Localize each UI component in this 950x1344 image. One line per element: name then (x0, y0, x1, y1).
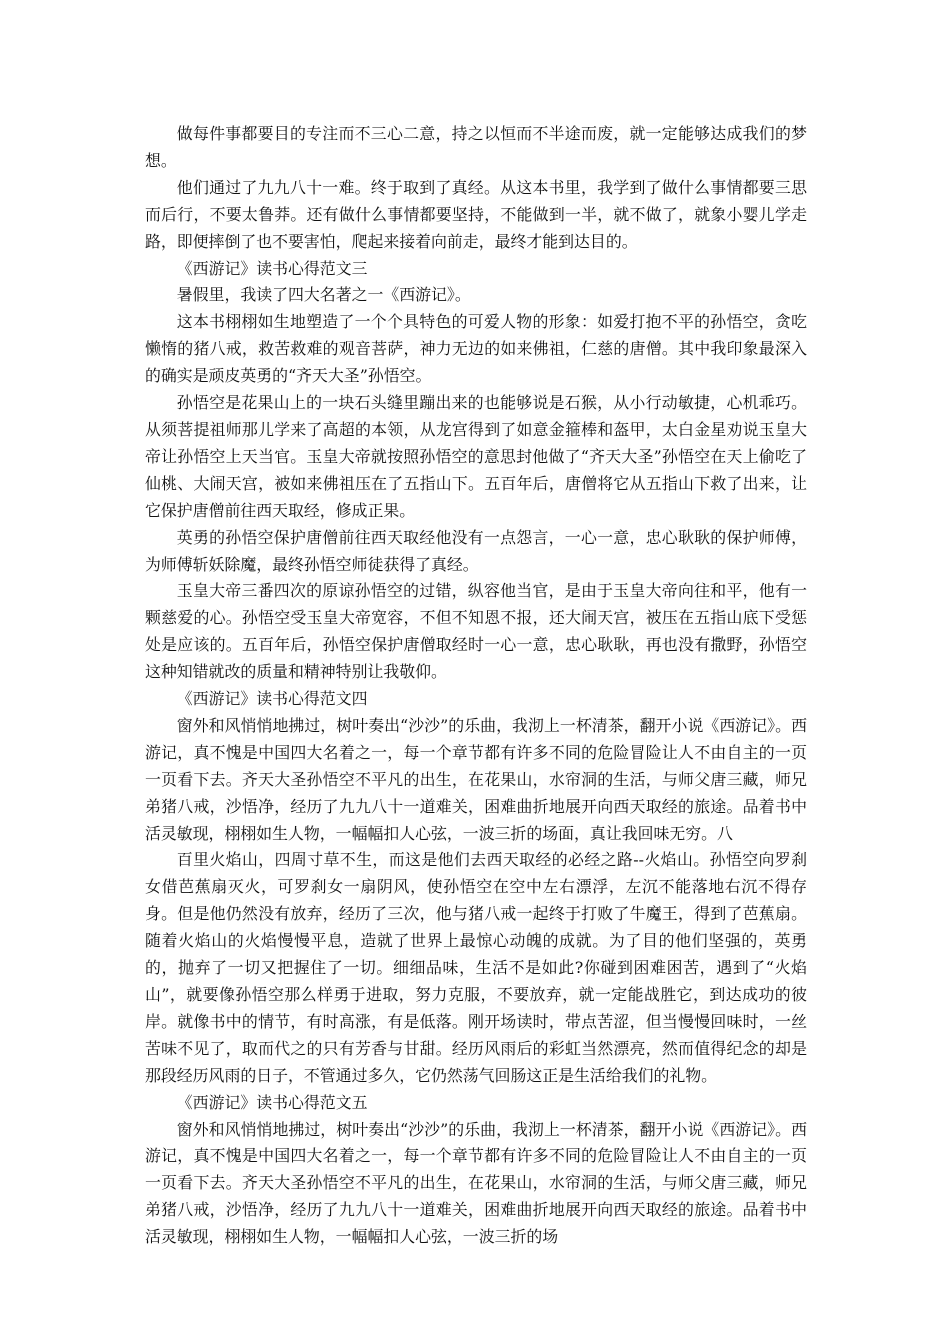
body-paragraph: 英勇的孙悟空保护唐僧前往西天取经他没有一点怨言，一心一意，忠心耿耿的保护师傅，为师傅斩妖除魔，最终孙悟空师徒获得了真经。 (145, 527, 807, 574)
section-heading: 《西游记》读书心得范文三 (176, 258, 368, 278)
section-heading: 《西游记》读书心得范文四 (176, 689, 368, 709)
body-paragraph: 窗外和风悄悄地拂过，树叶奏出“沙沙”的乐曲，我沏上一杯清茶，翻开小说《西游记》。西游记，真不愧是中国四大名着之一，每一个章节都有许多不同的危险冒险让人不由自主的一页一页看下去。齐天大圣孙悟空不平凡的出生，在花果山，水帘洞的生活，与师父唐三藏，师兄弟猪八戒，沙悟净，经历了九九八十一道难关，困难曲折地展开向西天取经的旅途。品着书中活灵敏现，栩栩如生人物，一幅幅扣人心弦，一波三折的场面，真让我回味无穷。八 (145, 715, 807, 843)
body-paragraph: 孙悟空是花果山上的一块石头缝里蹦出来的也能够说是石猴，从小行动敏捷，心机乖巧。从须菩提祖师那儿学来了高超的本领，从龙宫得到了如意金箍棒和盔甲，太白金星劝说玉皇大帝让孙悟空上天当官。玉皇大帝就按照孙悟空的意思封他做了“齐天大圣”孙悟空在天上偷吃了仙桃、大闹天宫，被如来佛祖压在了五指山下。五百年后，唐僧将它从五指山下救了出来，让它保护唐僧前往西天取经，修成正果。 (145, 393, 807, 520)
body-paragraph: 玉皇大帝三番四次的原谅孙悟空的过错，纵容他当官，是由于玉皇大帝向往和平，他有一颗慈爱的心。孙悟空受玉皇大帝宽容，不但不知恩不报，还大闹天宫，被压在五指山底下受惩处是应该的。五百年后，孙悟空保护唐僧取经时一心一意，忠心耿耿，再也没有撒野，孙悟空这种知错就改的质量和精神特别让我敬仰。 (145, 581, 807, 682)
body-paragraph: 百里火焰山，四周寸草不生，而这是他们去西天取经的必经之路--火焰山。孙悟空向罗刹女借芭蕉扇灭火，可罗刹女一扇阴风，使孙悟空在空中左右漂浮，左沉不能落地右沉不得存身。但是他仍然没有放弃，经历了三次，他与猪八戒一起终于打败了牛魔王，得到了芭蕉扇。随着火焰山的火焰慢慢平息，造就了世界上最惊心动魄的成就。为了目的他们坚强的，英勇的，抛弃了一切又把握住了一切。细细品味，生活不是如此?你碰到困难困苦，遇到了“火焰山”，就要像孙悟空那么样勇于进取，努力克服，不要放弃，就一定能战胜它，到达成功的彼岸。就像书中的情节，有时高涨，有是低落。刚开场读时，带点苦涩，但当慢慢回味时，一丝苦味不见了，取而代之的只有芳香与甘甜。经历风雨后的彩虹当然漂亮，然而值得纪念的却是那段经历风雨的日子，不管通过多久，它仍然荡气回肠这正是生活给我们的礼物。 (145, 850, 807, 1085)
body-paragraph: 这本书栩栩如生地塑造了一个个具特色的可爱人物的形象：如爱打抱不平的孙悟空，贪吃懒惰的猪八戒，救苦救难的观音菩萨，神力无边的如来佛祖，仁慈的唐僧。其中我印象最深入的确实是顽皮英勇的“齐天大圣”孙悟空。 (145, 312, 807, 386)
body-paragraph: 暑假里，我读了四大名著之一《西游记》。 (176, 285, 471, 305)
document-body (145, 121, 807, 1251)
body-paragraph: 他们通过了九九八十一难。终于取到了真经。从这本书里，我学到了做什么事情都要三思而后行，不要太鲁莽。还有做什么事情都要坚持，不能做到一半，就不做了，就象小婴儿学走路，即便摔倒了也不要害怕，爬起来接着向前走，最终才能到达目的。 (145, 177, 807, 251)
body-paragraph: 窗外和风悄悄地拂过，树叶奏出“沙沙”的乐曲，我沏上一杯清茶，翻开小说《西游记》。西游记，真不愧是中国四大名着之一，每一个章节都有许多不同的危险冒险让人不由自主的一页一页看下去。齐天大圣孙悟空不平凡的出生，在花果山，水帘洞的生活，与师父唐三藏，师兄弟猪八戒，沙悟净，经历了九九八十一道难关，困难曲折地展开向西天取经的旅途。品着书中活灵敏现，栩栩如生人物，一幅幅扣人心弦，一波三折的场 (145, 1119, 807, 1247)
body-paragraph: 做每件事都要目的专注而不三心二意，持之以恒而不半途而废，就一定能够达成我们的梦想。 (145, 124, 807, 170)
section-heading: 《西游记》读书心得范文五 (176, 1092, 368, 1112)
